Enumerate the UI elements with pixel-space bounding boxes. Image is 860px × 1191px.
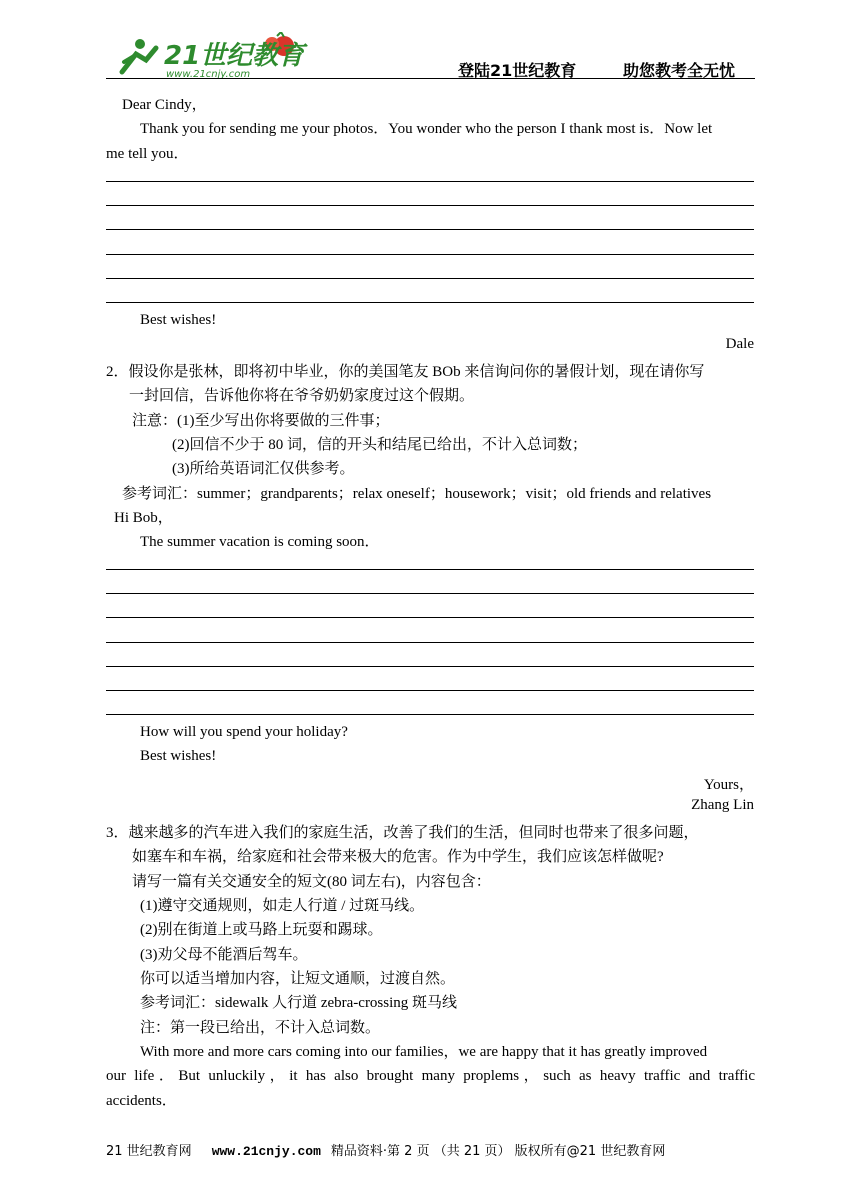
answer-line [106, 229, 754, 230]
q2-signature: Zhang Lin [691, 797, 754, 813]
letter1-line2: me tell you． [106, 146, 189, 162]
header-slogan-left: 登陆21世纪教育 [458, 61, 577, 80]
q2-vocab: 参考词汇：summer；grandparents；relax oneself；housework；visit；old friends and relatives [122, 486, 712, 502]
q3-paragraph-line2: our life．But unluckily，it has also brought many proplems，such as heavy traffic and traffic [106, 1068, 755, 1084]
q2-opening: The summer vacation is coming soon． [140, 534, 380, 550]
letter1-closing: Best wishes! [140, 312, 217, 328]
logo-url: www.21cnjy.com [166, 69, 251, 80]
q3-item2: (2)别在街道上或马路上玩耍和踢球。 [140, 922, 383, 938]
logo-text: 21世纪教育 [164, 41, 305, 71]
answer-line [106, 181, 754, 182]
q3-item1: (1)遵守交通规则，如走人行道 / 过斑马线。 [140, 898, 425, 914]
q3-line2: 如塞车和车祸，给家庭和社会带来极大的危害。作为中学生，我们应该怎样做呢? [132, 849, 664, 865]
q2-line1: 2．假设你是张林，即将初中毕业，你的美国笔友 BOb 来信询问你的暑假计划，现在请你写 [106, 364, 705, 380]
footer-info: 精品资料·第 2 页 （共 21 页） 版权所有@21 世纪教育网 [330, 1144, 666, 1159]
q2-note3: (3)所给英语词汇仅供参考。 [172, 461, 355, 477]
answer-line [106, 254, 754, 255]
letter1-signature: Dale [725, 336, 754, 352]
q2-greeting: Hi Bob， [114, 510, 173, 526]
answer-line [106, 302, 754, 303]
answer-line [106, 278, 754, 279]
q3-vocab: 参考词汇：sidewalk 人行道 zebra-crossing 斑马线 [140, 995, 458, 1011]
q3-item3: (3)劝父母不能酒后驾车。 [140, 947, 308, 963]
header-slogan-right: 助您教考全无忧 [623, 61, 736, 80]
q3-instruction: 你可以适当增加内容，让短文通顺，过渡自然。 [140, 971, 456, 987]
letter1-line1: Thank you for sending me your photos．You wonder who the person I thank most is．Now let [140, 121, 713, 137]
q3-note: 注：第一段已给出，不计入总词数。 [140, 1020, 381, 1036]
q3-paragraph-line1: With more and more cars coming into our families，we are happy that it has greatly improved [140, 1044, 708, 1060]
letter1-greeting: Dear Cindy， [122, 97, 207, 113]
q3-paragraph-line3: accidents． [106, 1093, 177, 1109]
q2-line2: 一封回信，告诉他你将在爷爷奶奶家度过这个假期。 [129, 388, 475, 404]
q3-line3: 请写一篇有关交通安全的短文(80 词左右)，内容包含： [132, 874, 491, 890]
answer-line [106, 569, 754, 570]
answer-line [106, 593, 754, 594]
answer-line [106, 690, 754, 691]
footer-url[interactable]: www.21cnjy.com [211, 1144, 321, 1159]
q2-yours: Yours， [703, 777, 754, 793]
q2-note1: 注意：(1)至少写出你将要做的三件事； [132, 413, 390, 429]
answer-line [106, 666, 754, 667]
answer-line [106, 714, 754, 715]
q3-line1: 3．越来越多的汽车进入我们的家庭生活，改善了我们的生活，但同时也带来了很多问题， [106, 825, 699, 841]
answer-line [106, 205, 754, 206]
header-divider [106, 78, 755, 79]
site-logo [112, 32, 312, 80]
q2-note2: (2)回信不少于 80 词，信的开头和结尾已给出，不计入总词数； [172, 437, 587, 453]
page-footer [106, 1140, 665, 1159]
q2-question-end: How will you spend your holiday? [140, 724, 348, 740]
q2-closing: Best wishes! [140, 748, 217, 764]
answer-line [106, 642, 754, 643]
answer-line [106, 617, 754, 618]
footer-site: 21 世纪教育网 [106, 1144, 192, 1159]
